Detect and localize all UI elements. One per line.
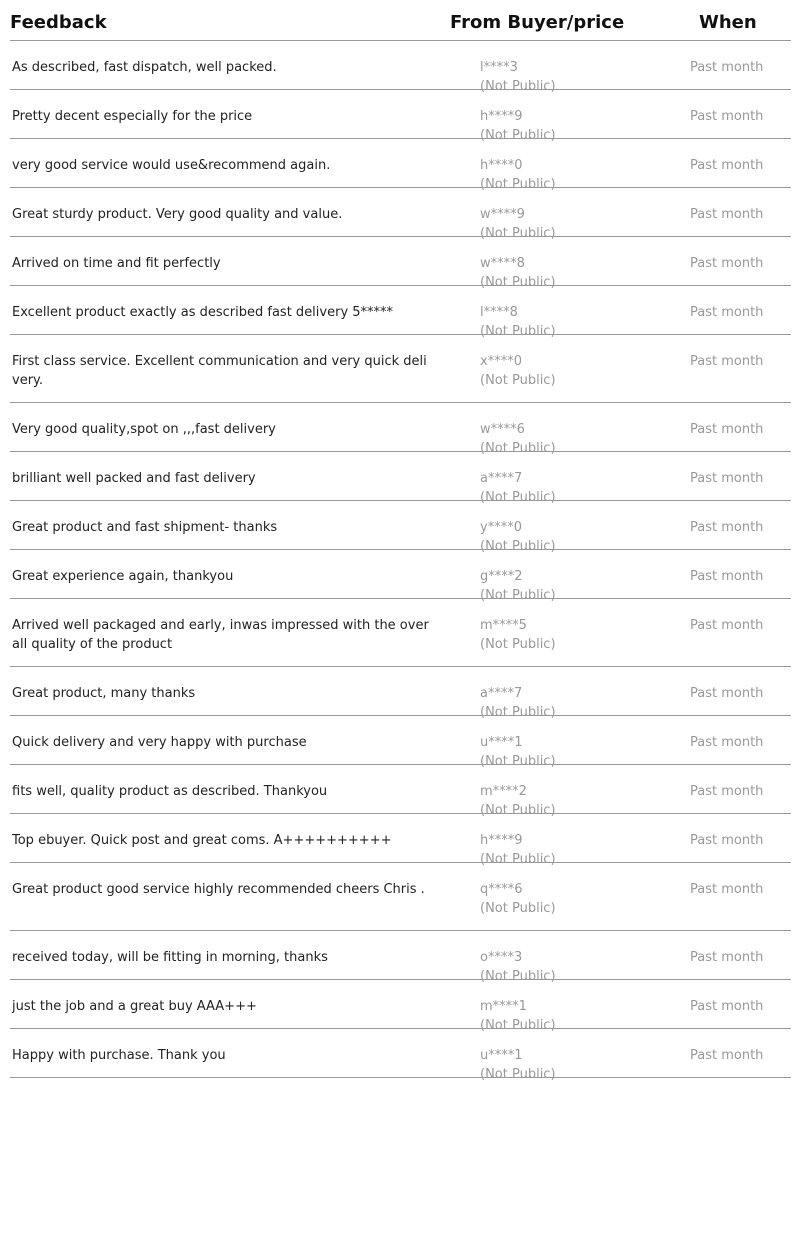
buyer-id: l****8: [480, 305, 518, 320]
when-text: Past month: [690, 999, 764, 1014]
when-text: Past month: [690, 833, 764, 848]
feedback-text: Pretty decent especially for the price: [12, 109, 253, 124]
table-row: [10, 814, 791, 867]
table-row: [10, 550, 791, 603]
feedback-text: received today, will be fitting in morning, thanks: [12, 950, 328, 965]
table-header: [10, 0, 791, 41]
buyer-id: w****6: [480, 422, 525, 437]
when-text: Past month: [690, 60, 764, 75]
feedback-text: just the job and a great buy AAA+++: [12, 999, 257, 1014]
table-row: [10, 139, 791, 192]
feedback-text: Great sturdy product. Very good quality and value.: [12, 207, 343, 222]
buyer-id: w****9: [480, 207, 525, 222]
when-text: Past month: [690, 686, 764, 701]
buyer-id: u****1: [480, 735, 523, 750]
buyer-privacy: (Not Public): [480, 705, 556, 720]
buyer-privacy: (Not Public): [480, 852, 556, 867]
table-row: [10, 335, 791, 403]
table-row: [10, 931, 791, 984]
feedback-text: Happy with purchase. Thank you: [12, 1048, 226, 1063]
header-buyer: From Buyer/price: [450, 12, 625, 33]
buyer-id: q****6: [480, 882, 523, 897]
buyer-id: a****7: [480, 471, 523, 486]
when-text: Past month: [690, 1048, 764, 1063]
buyer-cell: [480, 1046, 556, 1084]
buyer-privacy: (Not Public): [480, 1067, 556, 1082]
buyer-cell: [480, 352, 556, 390]
feedback-text: Quick delivery and very happy with purchase: [12, 735, 307, 750]
table-body: [10, 41, 791, 1082]
feedback-table: [10, 0, 791, 1082]
when-text: Past month: [690, 569, 764, 584]
when-text: Past month: [690, 305, 764, 320]
buyer-id: m****5: [480, 618, 527, 633]
feedback-text: Very good quality,spot on ,,,fast delivery: [12, 422, 276, 437]
buyer-cell: [480, 616, 556, 654]
table-row: [10, 765, 791, 818]
table-row: [10, 716, 791, 769]
table-row: [10, 403, 791, 456]
buyer-privacy: (Not Public): [480, 324, 556, 339]
feedback-text: Great product good service highly recommended cheers Chris .: [12, 882, 425, 897]
buyer-privacy: (Not Public): [480, 637, 556, 652]
when-text: Past month: [690, 207, 764, 222]
feedback-text: Great product, many thanks: [12, 686, 196, 701]
when-text: Past month: [690, 256, 764, 271]
buyer-id: l****3: [480, 60, 518, 75]
buyer-privacy: (Not Public): [480, 754, 556, 769]
table-row: [10, 863, 791, 931]
when-text: Past month: [690, 471, 764, 486]
when-text: Past month: [690, 422, 764, 437]
buyer-privacy: (Not Public): [480, 441, 556, 456]
buyer-privacy: (Not Public): [480, 226, 556, 241]
table-row: [10, 980, 791, 1033]
feedback-text: Arrived on time and fit perfectly: [12, 256, 221, 271]
buyer-id: h****9: [480, 833, 523, 848]
header-feedback: Feedback: [10, 12, 107, 33]
table-row: [10, 90, 791, 143]
buyer-id: x****0: [480, 354, 522, 369]
buyer-privacy: (Not Public): [480, 490, 556, 505]
buyer-privacy: (Not Public): [480, 79, 556, 94]
when-text: Past month: [690, 784, 764, 799]
when-text: Past month: [690, 520, 764, 535]
buyer-id: g****2: [480, 569, 523, 584]
buyer-cell: [480, 880, 556, 918]
feedback-text: fits well, quality product as described. Thankyou: [12, 784, 328, 799]
buyer-privacy: (Not Public): [480, 275, 556, 290]
when-text: Past month: [690, 950, 764, 965]
header-when: When: [699, 12, 757, 33]
table-row: [10, 41, 791, 94]
feedback-text: As described, fast dispatch, well packed.: [12, 60, 277, 75]
buyer-privacy: (Not Public): [480, 803, 556, 818]
table-row: [10, 452, 791, 505]
table-row: [10, 237, 791, 290]
buyer-id: m****2: [480, 784, 527, 799]
buyer-privacy: (Not Public): [480, 969, 556, 984]
buyer-privacy: (Not Public): [480, 588, 556, 603]
buyer-privacy: (Not Public): [480, 539, 556, 554]
feedback-text: First class service. Excellent communication and very quick delivery.: [12, 354, 427, 388]
feedback-text: brilliant well packed and fast delivery: [12, 471, 256, 486]
buyer-privacy: (Not Public): [480, 901, 556, 916]
when-text: Past month: [690, 354, 764, 369]
feedback-text: Excellent product exactly as described fast delivery 5*****: [12, 305, 394, 320]
buyer-id: a****7: [480, 686, 523, 701]
buyer-id: m****1: [480, 999, 527, 1014]
table-row: [10, 501, 791, 554]
feedback-text: Great experience again, thankyou: [12, 569, 234, 584]
buyer-privacy: (Not Public): [480, 373, 556, 388]
when-text: Past month: [690, 735, 764, 750]
buyer-id: y****0: [480, 520, 522, 535]
when-text: Past month: [690, 618, 764, 633]
table-row: [10, 599, 791, 667]
when-text: Past month: [690, 109, 764, 124]
buyer-privacy: (Not Public): [480, 1018, 556, 1033]
feedback-text: Great product and fast shipment- thanks: [12, 520, 278, 535]
table-row: [10, 188, 791, 241]
buyer-id: w****8: [480, 256, 525, 271]
when-text: Past month: [690, 158, 764, 173]
when-text: Past month: [690, 882, 764, 897]
buyer-id: h****0: [480, 158, 523, 173]
table-row: [10, 1029, 791, 1082]
buyer-privacy: (Not Public): [480, 177, 556, 192]
buyer-privacy: (Not Public): [480, 128, 556, 143]
buyer-id: h****9: [480, 109, 523, 124]
table-row: [10, 667, 791, 720]
table-row: [10, 286, 791, 339]
buyer-id: u****1: [480, 1048, 523, 1063]
feedback-text: Top ebuyer. Quick post and great coms. A++++++++++: [12, 833, 392, 848]
buyer-id: o****3: [480, 950, 523, 965]
feedback-text: very good service would use&recommend again.: [12, 158, 331, 173]
feedback-text: Arrived well packaged and early, inwas impressed with the overall quality of the product: [12, 618, 429, 652]
